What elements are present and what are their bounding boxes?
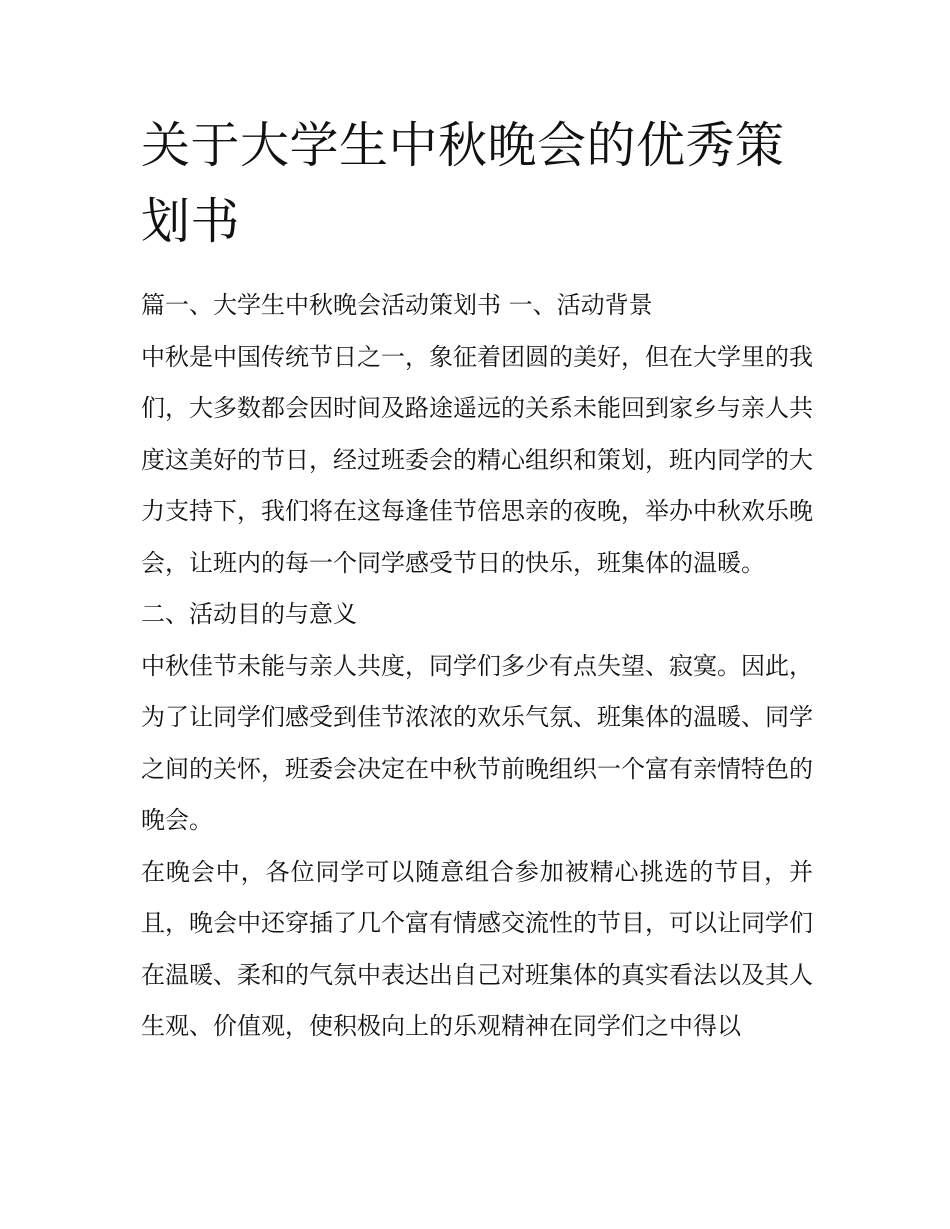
document-body — [141, 108, 813, 1053]
paragraph-background: 中秋是中国传统节日之一，象征着团圆的美好，但在大学里的我们，大多数都会因时间及路途遥远的关系未能回到家乡与亲人共度这美好的节日，经过班委会的精心组织和策划，班内同学的大力支持下，我们将在这每逢佳节倍思亲的夜晚，举办中秋欢乐晚会，让班内的每一个同学感受节日的快乐，班集体的温暖。 — [141, 342, 813, 577]
paragraph-program: 在晚会中，各位同学可以随意组合参加被精心挑选的节目，并且，晚会中还穿插了几个富有情感交流性的节目，可以让同学们在温暖、柔和的气氛中表达出自己对班集体的真实看法以及其人生观、价值观，使积极向上的乐观精神在同学们之中得以 — [141, 857, 813, 1040]
document-title: 关于大学生中秋晚会的优秀策划书 — [141, 117, 785, 250]
paragraph-purpose: 中秋佳节未能与亲人共度，同学们多少有点失望、寂寞。因此，为了让同学们感受到佳节浓浓的欢乐气氛、班集体的温暖、同学之间的关怀，班委会决定在中秋节前晚组织一个富有亲情特色的晚会。 — [141, 651, 813, 834]
section-heading-background: 篇一、大学生中秋晚会活动策划书 一、活动背景 — [141, 291, 653, 319]
section-heading-purpose: 二、活动目的与意义 — [141, 600, 357, 628]
